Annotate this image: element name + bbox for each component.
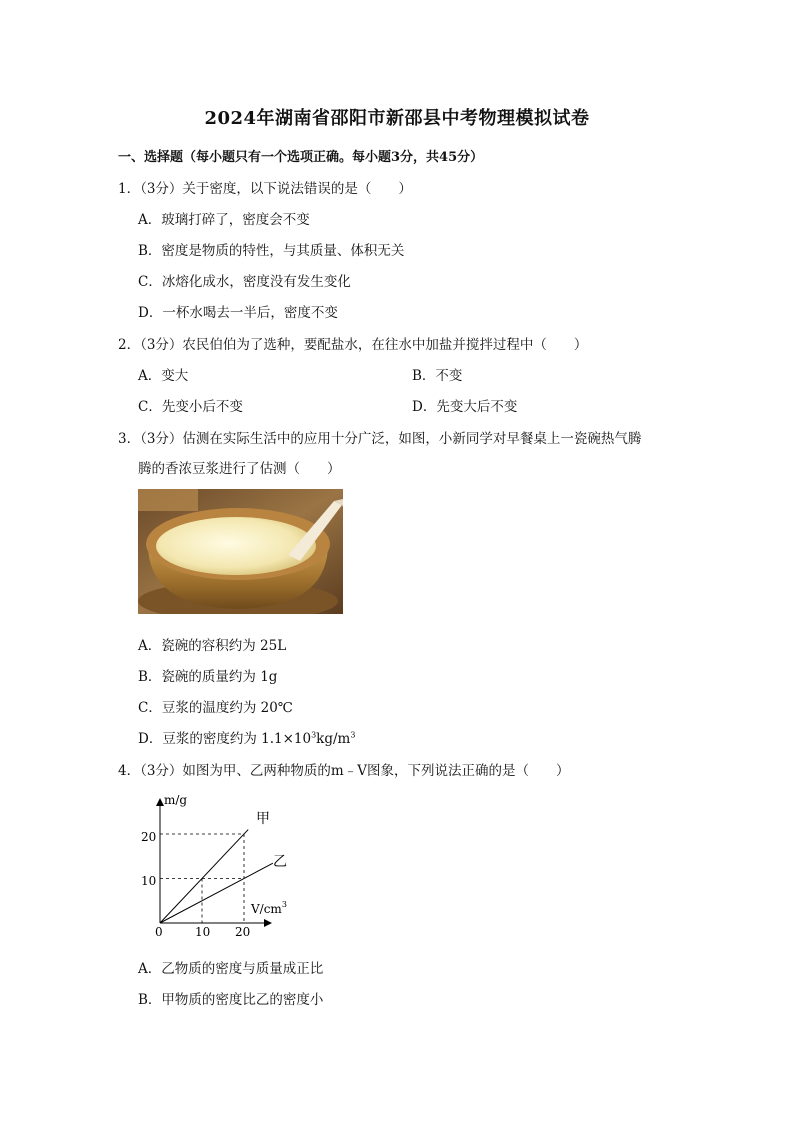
question-3-option-c: C．豆浆的温度约为 20℃ [138, 700, 293, 716]
question-1-option-c: C．冰熔化成水，密度没有发生变化 [138, 274, 351, 290]
question-3-option-b: B．瓷碗的质量约为 1g [138, 669, 278, 685]
y-axis-label: m/g [164, 793, 188, 807]
question-4-option-a: A．乙物质的密度与质量成正比 [138, 961, 324, 977]
question-2-option-d: D．先变大后不变 [412, 399, 518, 415]
question-2-option-b: B．不变 [412, 368, 463, 384]
question-3-option-a: A．瓷碗的容积约为 25L [138, 638, 287, 654]
line-yi-label: 乙 [273, 854, 287, 870]
question-1-option-a: A．玻璃打碎了，密度会不变 [138, 212, 310, 228]
question-2-option-a: A．变大 [138, 368, 189, 384]
y-tick-20: 20 [141, 830, 157, 844]
section-heading: 一、选择题（每小题只有一个选项正确。每小题3分，共45分） [118, 150, 484, 165]
question-1-option-d: D．一杯水喝去一半后，密度不变 [138, 305, 338, 321]
line-jia-label: 甲 [256, 811, 270, 827]
question-3-option-d: D．豆浆的密度约为 $1.1\times 10^3kg/m^3$ [138, 730, 356, 747]
y-axis-arrow [156, 798, 164, 806]
origin-label: 0 [155, 925, 163, 939]
question-4-option-b: B．甲物质的密度比乙的密度小 [138, 992, 324, 1008]
question-3-stem-line-2: 腾的香浓豆浆进行了估测（ ） [138, 461, 341, 477]
page-title: 2024年湖南省邵阳市新邵县中考物理模拟试卷 [204, 108, 590, 129]
x-tick-10: 10 [195, 925, 211, 939]
m-v-graph [138, 786, 298, 941]
question-1-option-b: B．密度是物质的特性，与其质量、体积无关 [138, 243, 405, 259]
question-2-stem: 2．（3分）农民伯伯为了选种，要配盐水，在往水中加盐并搅拌过程中（ ） [118, 337, 588, 353]
question-3-stem-line-1: 3．（3分）估测在实际生活中的应用十分广泛，如图，小新同学对早餐桌上一瓷碗热气腾 [118, 431, 642, 447]
question-4-stem: 4．（3分）如图为甲、乙两种物质的m﹣V图象，下列说法正确的是（ ） [118, 763, 570, 779]
soy-milk-bowl-photo [138, 489, 343, 614]
x-tick-20: 20 [235, 925, 251, 939]
x-axis-arrow [264, 919, 272, 927]
line-jia [160, 830, 248, 923]
y-tick-10: 10 [141, 874, 157, 888]
question-2-option-c: C．先变小后不变 [138, 399, 243, 415]
x-axis-label: $V/cm^3$ [251, 900, 287, 916]
question-1-stem: 1．（3分）关于密度，以下说法错误的是（ ） [118, 181, 412, 197]
